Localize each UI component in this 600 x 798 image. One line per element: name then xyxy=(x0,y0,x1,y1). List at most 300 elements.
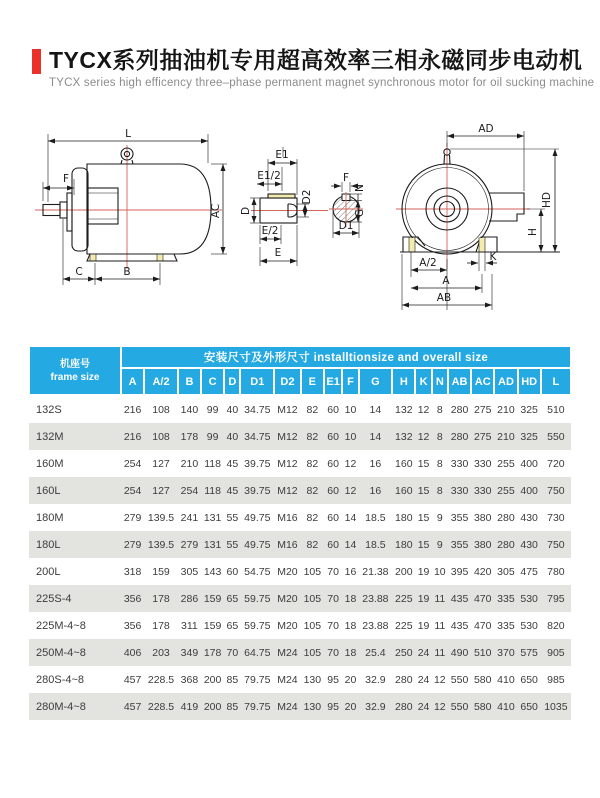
dim-label-a: A xyxy=(442,275,450,287)
dim-value-cell: 12 xyxy=(433,700,446,713)
dim-value-cell: M12 xyxy=(277,484,298,497)
dim-value-cell: 250 xyxy=(395,646,413,659)
dim-value-cell: 15 xyxy=(417,538,430,551)
dim-value-cell: 70 xyxy=(327,646,339,659)
dim-value-cell: 355 xyxy=(450,511,469,524)
column-header-D1: D1 xyxy=(240,368,274,395)
dim-value-cell: 9 xyxy=(436,511,443,524)
dim-value-cell: 60 xyxy=(327,430,339,443)
dim-value-cell: 200 xyxy=(203,700,222,713)
dim-value-cell: 82 xyxy=(306,430,319,443)
column-header-E1: E1 xyxy=(324,368,342,395)
dim-value-cell: 216 xyxy=(123,430,142,443)
dim-value-cell: 64.75 xyxy=(244,646,271,659)
frame-size-cell: 280M-4~8 xyxy=(36,700,86,713)
dim-value-cell: 750 xyxy=(547,484,565,497)
dim-value-cell: 8 xyxy=(436,430,443,443)
dim-value-cell: 380 xyxy=(473,538,492,551)
dim-value-cell: 49.75 xyxy=(244,538,271,551)
dim-value-cell: 279 xyxy=(180,538,199,551)
dim-value-cell: 550 xyxy=(547,430,565,443)
dim-value-cell: 54.75 xyxy=(244,565,271,578)
dim-value-cell: 19 xyxy=(417,592,430,605)
dim-value-cell: 99 xyxy=(206,430,219,443)
dim-value-cell: 180 xyxy=(395,511,413,524)
frame-size-cell: 160L xyxy=(36,484,61,497)
column-header-D2: D2 xyxy=(274,368,301,395)
dim-value-cell: 24 xyxy=(417,700,430,713)
dim-value-cell: 45 xyxy=(226,484,239,497)
dim-value-cell: 14 xyxy=(369,430,382,443)
dim-value-cell: 430 xyxy=(520,538,538,551)
dim-value-cell: 225 xyxy=(395,592,413,605)
group-header: 安装尺寸及外形尺寸 installtionsize and overall size xyxy=(121,346,571,368)
dim-value-cell: 750 xyxy=(547,538,565,551)
dim-value-cell: 85 xyxy=(226,700,239,713)
dim-value-cell: 18 xyxy=(344,619,357,632)
dim-value-cell: 380 xyxy=(473,511,492,524)
dim-value-cell: 8 xyxy=(436,457,443,470)
table-row xyxy=(29,693,571,720)
frame-size-cell: 280S-4~8 xyxy=(36,673,85,686)
dim-value-cell: 60 xyxy=(327,538,339,551)
dim-value-cell: 82 xyxy=(306,403,319,416)
dim-label-a-half: A/2 xyxy=(419,257,437,269)
dim-value-cell: 10 xyxy=(344,430,357,443)
dim-value-cell: 575 xyxy=(520,646,538,659)
dim-value-cell: 131 xyxy=(203,511,222,524)
dim-value-cell: 21.38 xyxy=(362,565,389,578)
title-block xyxy=(32,46,600,74)
dim-value-cell: 105 xyxy=(303,592,322,605)
dim-value-cell: 419 xyxy=(180,700,199,713)
table-row xyxy=(29,666,571,693)
spec-table xyxy=(28,345,572,720)
column-header-A: A xyxy=(121,368,144,395)
table-row xyxy=(29,395,571,423)
table-row xyxy=(29,585,571,612)
frame-size-cell: 200L xyxy=(36,565,61,578)
dim-value-cell: M12 xyxy=(277,403,298,416)
dim-label-g: G xyxy=(354,208,366,218)
dim-value-cell: 330 xyxy=(473,484,492,497)
dim-value-cell: 139.5 xyxy=(147,538,175,551)
dim-value-cell: 275 xyxy=(473,403,492,416)
dim-value-cell: 279 xyxy=(123,538,142,551)
dim-value-cell: 400 xyxy=(520,484,538,497)
dim-value-cell: 18.5 xyxy=(365,538,386,551)
dim-value-cell: 14 xyxy=(344,538,357,551)
dim-value-cell: 650 xyxy=(520,673,538,686)
dim-value-cell: M20 xyxy=(277,619,298,632)
frame-size-cell: 180M xyxy=(36,511,64,524)
dim-value-cell: 254 xyxy=(180,484,199,497)
dim-value-cell: 550 xyxy=(450,700,469,713)
dim-value-cell: 580 xyxy=(473,700,492,713)
dim-value-cell: 60 xyxy=(226,565,239,578)
dim-value-cell: 19 xyxy=(417,565,430,578)
dim-value-cell: 32.9 xyxy=(365,700,386,713)
dim-value-cell: 280 xyxy=(450,403,469,416)
dim-value-cell: 335 xyxy=(497,592,515,605)
frame-size-cell: 225M-4~8 xyxy=(36,619,86,632)
dim-value-cell: 254 xyxy=(123,484,142,497)
dim-value-cell: M16 xyxy=(277,511,298,524)
dim-value-cell: 11 xyxy=(434,646,446,659)
dim-value-cell: 210 xyxy=(180,457,199,470)
dim-value-cell: 12 xyxy=(433,673,446,686)
dim-value-cell: 280 xyxy=(497,538,515,551)
dim-value-cell: 8 xyxy=(436,484,443,497)
dim-label-e1: E1 xyxy=(275,149,289,161)
column-header-B: B xyxy=(178,368,201,395)
dim-value-cell: 330 xyxy=(450,457,469,470)
dim-value-cell: M12 xyxy=(277,430,298,443)
dim-value-cell: 160 xyxy=(395,484,413,497)
dim-label-c: C xyxy=(75,266,83,278)
dim-value-cell: 18.5 xyxy=(365,511,386,524)
dim-value-cell: 34.75 xyxy=(244,403,271,416)
dim-value-cell: 143 xyxy=(203,565,222,578)
dim-value-cell: 132 xyxy=(395,430,413,443)
dim-value-cell: 435 xyxy=(450,592,469,605)
dim-value-cell: 40 xyxy=(226,430,239,443)
dim-value-cell: 79.75 xyxy=(244,673,271,686)
dim-label-ac: AC xyxy=(210,203,222,219)
dim-value-cell: 12 xyxy=(344,484,357,497)
dim-value-cell: 203 xyxy=(152,646,170,659)
dim-value-cell: 330 xyxy=(450,484,469,497)
dim-value-cell: 210 xyxy=(497,403,515,416)
dim-value-cell: 9 xyxy=(436,538,443,551)
dim-value-cell: 1035 xyxy=(544,700,568,713)
dim-value-cell: 178 xyxy=(152,592,170,605)
dim-value-cell: M16 xyxy=(277,538,298,551)
dim-value-cell: 16 xyxy=(369,457,382,470)
dim-value-cell: 24 xyxy=(417,646,430,659)
dim-value-cell: 280 xyxy=(450,430,469,443)
dim-value-cell: 15 xyxy=(417,484,430,497)
dim-value-cell: 420 xyxy=(473,565,492,578)
dim-label-d2: D2 xyxy=(301,189,313,205)
dim-label-e: E xyxy=(274,247,282,259)
dim-value-cell: 470 xyxy=(473,619,492,632)
dim-value-cell: 795 xyxy=(547,592,565,605)
column-header-G: G xyxy=(359,368,393,395)
dim-value-cell: 210 xyxy=(497,430,515,443)
dim-value-cell: 275 xyxy=(473,430,492,443)
dim-value-cell: 159 xyxy=(152,565,170,578)
dim-value-cell: 280 xyxy=(395,700,413,713)
dim-value-cell: 335 xyxy=(497,619,515,632)
column-header-H: H xyxy=(392,368,415,395)
dim-value-cell: 780 xyxy=(547,565,565,578)
dim-value-cell: 457 xyxy=(123,673,142,686)
dim-value-cell: 530 xyxy=(520,619,538,632)
dim-value-cell: 82 xyxy=(306,538,319,551)
frame-size-cell: 250M-4~8 xyxy=(36,646,86,659)
dim-value-cell: 85 xyxy=(226,673,239,686)
dim-value-cell: 280 xyxy=(497,511,515,524)
dim-value-cell: 60 xyxy=(327,403,339,416)
dim-value-cell: 318 xyxy=(123,565,142,578)
dim-value-cell: 70 xyxy=(327,619,339,632)
frame-size-cell: 132S xyxy=(36,403,62,416)
dim-value-cell: 105 xyxy=(303,619,322,632)
dim-value-cell: 178 xyxy=(152,619,170,632)
dim-value-cell: 325 xyxy=(520,430,538,443)
dim-value-cell: 70 xyxy=(226,646,239,659)
dim-value-cell: 180 xyxy=(395,538,413,551)
dim-value-cell: 286 xyxy=(180,592,199,605)
table-row xyxy=(29,558,571,585)
dim-value-cell: 20 xyxy=(344,673,357,686)
dim-value-cell: M20 xyxy=(277,565,298,578)
column-header-E: E xyxy=(301,368,324,395)
spec-table-body xyxy=(29,395,571,720)
dim-value-cell: 228.5 xyxy=(147,673,175,686)
column-header-HD: HD xyxy=(518,368,541,395)
dim-value-cell: 530 xyxy=(520,592,538,605)
column-header-AC: AC xyxy=(471,368,494,395)
dim-value-cell: 8 xyxy=(436,403,443,416)
dim-label-l: L xyxy=(125,128,131,140)
dim-value-cell: 355 xyxy=(450,538,469,551)
spec-table-header xyxy=(29,346,571,395)
dim-value-cell: 228.5 xyxy=(147,700,175,713)
dim-value-cell: 580 xyxy=(473,673,492,686)
dim-value-cell: 39.75 xyxy=(244,484,271,497)
dim-value-cell: 356 xyxy=(123,619,142,632)
frame-size-cell: 225S-4 xyxy=(36,592,72,605)
dim-value-cell: 60 xyxy=(327,457,339,470)
dim-value-cell: 18 xyxy=(344,646,357,659)
table-row xyxy=(29,477,571,504)
dim-label-d: D xyxy=(240,206,252,216)
dim-value-cell: 59.75 xyxy=(244,592,271,605)
table-row xyxy=(29,639,571,666)
dim-value-cell: 82 xyxy=(306,457,319,470)
frame-size-cell: 132M xyxy=(36,430,64,443)
dim-value-cell: 99 xyxy=(206,403,219,416)
red-accent-bar xyxy=(32,49,41,74)
dim-value-cell: 279 xyxy=(123,511,142,524)
dim-value-cell: 435 xyxy=(450,619,469,632)
dim-value-cell: 127 xyxy=(152,484,170,497)
dim-value-cell: 475 xyxy=(520,565,538,578)
dim-value-cell: 139.5 xyxy=(147,511,175,524)
column-header-F: F xyxy=(342,368,358,395)
dim-value-cell: 325 xyxy=(520,403,538,416)
dim-value-cell: 60 xyxy=(327,484,339,497)
dim-value-cell: 70 xyxy=(327,565,339,578)
dim-label-ab: AB xyxy=(436,292,452,304)
dim-value-cell: 305 xyxy=(497,565,515,578)
dim-label-b: B xyxy=(123,266,131,278)
dim-value-cell: 20 xyxy=(344,700,357,713)
frame-size-header-zh: 机座号 xyxy=(60,358,90,370)
column-header-L: L xyxy=(541,368,571,395)
dim-value-cell: 14 xyxy=(369,403,382,416)
dim-value-cell: 19 xyxy=(417,619,430,632)
dim-value-cell: 730 xyxy=(547,511,565,524)
motor-front-view xyxy=(396,123,560,310)
dim-value-cell: 280 xyxy=(395,673,413,686)
dim-value-cell: 11 xyxy=(434,592,446,605)
column-header-N: N xyxy=(432,368,448,395)
dim-value-cell: 305 xyxy=(180,565,199,578)
dim-label-h: H xyxy=(527,228,539,236)
dim-value-cell: 356 xyxy=(123,592,142,605)
dim-value-cell: 24 xyxy=(417,673,430,686)
dim-value-cell: 55 xyxy=(226,538,239,551)
dim-value-cell: 95 xyxy=(327,700,339,713)
dim-value-cell: 55 xyxy=(226,511,239,524)
dim-value-cell: M24 xyxy=(277,700,298,713)
dim-value-cell: 430 xyxy=(520,511,538,524)
shaft-cross-section xyxy=(329,172,366,238)
dim-value-cell: 82 xyxy=(306,484,319,497)
dim-value-cell: 118 xyxy=(204,484,221,497)
dim-value-cell: 18 xyxy=(344,592,357,605)
table-row xyxy=(29,612,571,639)
dim-value-cell: 16 xyxy=(369,484,382,497)
column-header-AB: AB xyxy=(448,368,471,395)
dim-value-cell: 330 xyxy=(473,457,492,470)
dim-value-cell: 349 xyxy=(180,646,199,659)
dim-value-cell: 12 xyxy=(344,457,357,470)
dim-value-cell: 10 xyxy=(344,403,357,416)
dim-value-cell: 118 xyxy=(204,457,221,470)
dim-label-n: N xyxy=(354,184,366,192)
dim-value-cell: 16 xyxy=(344,565,357,578)
dim-value-cell: 178 xyxy=(203,646,222,659)
dim-value-cell: 720 xyxy=(547,457,565,470)
dim-value-cell: 985 xyxy=(547,673,565,686)
dim-value-cell: 255 xyxy=(497,484,515,497)
dim-label-f-key: F xyxy=(342,172,350,184)
dim-value-cell: 510 xyxy=(547,403,565,416)
dim-label-f-side: F xyxy=(62,173,70,185)
dim-value-cell: 23.88 xyxy=(362,619,389,632)
dim-value-cell: 160 xyxy=(395,457,413,470)
dim-value-cell: 311 xyxy=(181,619,198,632)
dim-value-cell: 395 xyxy=(450,565,469,578)
dim-label-e1-half: E1/2 xyxy=(257,170,281,182)
table-row xyxy=(29,504,571,531)
dim-label-k: K xyxy=(489,251,497,263)
shaft-extension-detail xyxy=(240,147,328,266)
dim-value-cell: 79.75 xyxy=(244,700,271,713)
dim-value-cell: 105 xyxy=(303,646,322,659)
dim-value-cell: 457 xyxy=(123,700,142,713)
dim-value-cell: 510 xyxy=(473,646,492,659)
dim-value-cell: 12 xyxy=(417,403,430,416)
dim-value-cell: 32.9 xyxy=(365,673,386,686)
dim-value-cell: 132 xyxy=(395,403,413,416)
dim-value-cell: 40 xyxy=(226,403,239,416)
dim-value-cell: 108 xyxy=(152,403,170,416)
motor-side-view xyxy=(35,128,227,285)
dim-value-cell: 39.75 xyxy=(244,457,271,470)
frame-size-header-en: frame size xyxy=(50,371,100,383)
frame-size-header xyxy=(29,346,121,395)
dim-value-cell: 23.88 xyxy=(362,592,389,605)
dim-value-cell: M24 xyxy=(277,673,298,686)
dim-value-cell: 820 xyxy=(547,619,565,632)
dim-value-cell: 200 xyxy=(395,565,413,578)
dim-value-cell: 159 xyxy=(203,592,222,605)
dim-value-cell: 905 xyxy=(547,646,565,659)
dim-value-cell: 410 xyxy=(497,673,515,686)
dim-value-cell: 406 xyxy=(123,646,142,659)
dim-value-cell: 370 xyxy=(497,646,515,659)
dim-value-cell: 400 xyxy=(520,457,538,470)
dim-value-cell: 14 xyxy=(344,511,357,524)
dim-value-cell: 255 xyxy=(497,457,515,470)
frame-size-cell: 180L xyxy=(36,538,61,551)
dim-value-cell: 130 xyxy=(303,673,322,686)
dim-value-cell: 12 xyxy=(417,430,430,443)
dim-label-hd: HD xyxy=(541,192,553,208)
dim-value-cell: 70 xyxy=(327,592,339,605)
dim-value-cell: 45 xyxy=(226,457,239,470)
dim-value-cell: M12 xyxy=(277,457,298,470)
column-header-D: D xyxy=(224,368,240,395)
dim-value-cell: 368 xyxy=(180,673,199,686)
dim-value-cell: 34.75 xyxy=(244,430,271,443)
dim-value-cell: 25.4 xyxy=(365,646,386,659)
dim-value-cell: 82 xyxy=(306,511,319,524)
column-header-C: C xyxy=(201,368,224,395)
dim-value-cell: 178 xyxy=(180,430,199,443)
dim-value-cell: M20 xyxy=(277,592,298,605)
dim-value-cell: 105 xyxy=(303,565,322,578)
dim-value-cell: 108 xyxy=(152,430,170,443)
column-header-K: K xyxy=(415,368,431,395)
dim-value-cell: 127 xyxy=(152,457,170,470)
dim-label-d1: D1 xyxy=(338,220,354,232)
table-row xyxy=(29,423,571,450)
page-subtitle: TYCX series high efficency three–phase permanent magnet synchronous motor for oil sucking machine xyxy=(49,77,595,89)
dim-value-cell: 15 xyxy=(417,511,430,524)
dim-value-cell: 216 xyxy=(123,403,142,416)
dim-value-cell: 49.75 xyxy=(244,511,271,524)
dim-value-cell: 650 xyxy=(520,700,538,713)
dim-value-cell: 225 xyxy=(395,619,413,632)
dim-value-cell: M24 xyxy=(277,646,298,659)
dim-value-cell: 65 xyxy=(226,619,239,632)
dim-value-cell: 470 xyxy=(473,592,492,605)
dim-value-cell: 10 xyxy=(433,565,446,578)
dim-value-cell: 59.75 xyxy=(244,619,271,632)
dim-value-cell: 159 xyxy=(203,619,222,632)
dim-value-cell: 95 xyxy=(327,673,339,686)
dim-value-cell: 131 xyxy=(203,538,222,551)
dim-value-cell: 140 xyxy=(180,403,199,416)
table-row xyxy=(29,450,571,477)
dim-value-cell: 254 xyxy=(123,457,142,470)
dim-value-cell: 200 xyxy=(203,673,222,686)
dim-value-cell: 11 xyxy=(434,619,446,632)
dim-value-cell: 65 xyxy=(226,592,239,605)
column-header-AD: AD xyxy=(494,368,517,395)
column-header-A/2: A/2 xyxy=(144,368,178,395)
frame-size-cell: 160M xyxy=(36,457,64,470)
dim-value-cell: 550 xyxy=(450,673,469,686)
dim-value-cell: 60 xyxy=(327,511,339,524)
dim-label-e-half: E/2 xyxy=(261,225,279,237)
